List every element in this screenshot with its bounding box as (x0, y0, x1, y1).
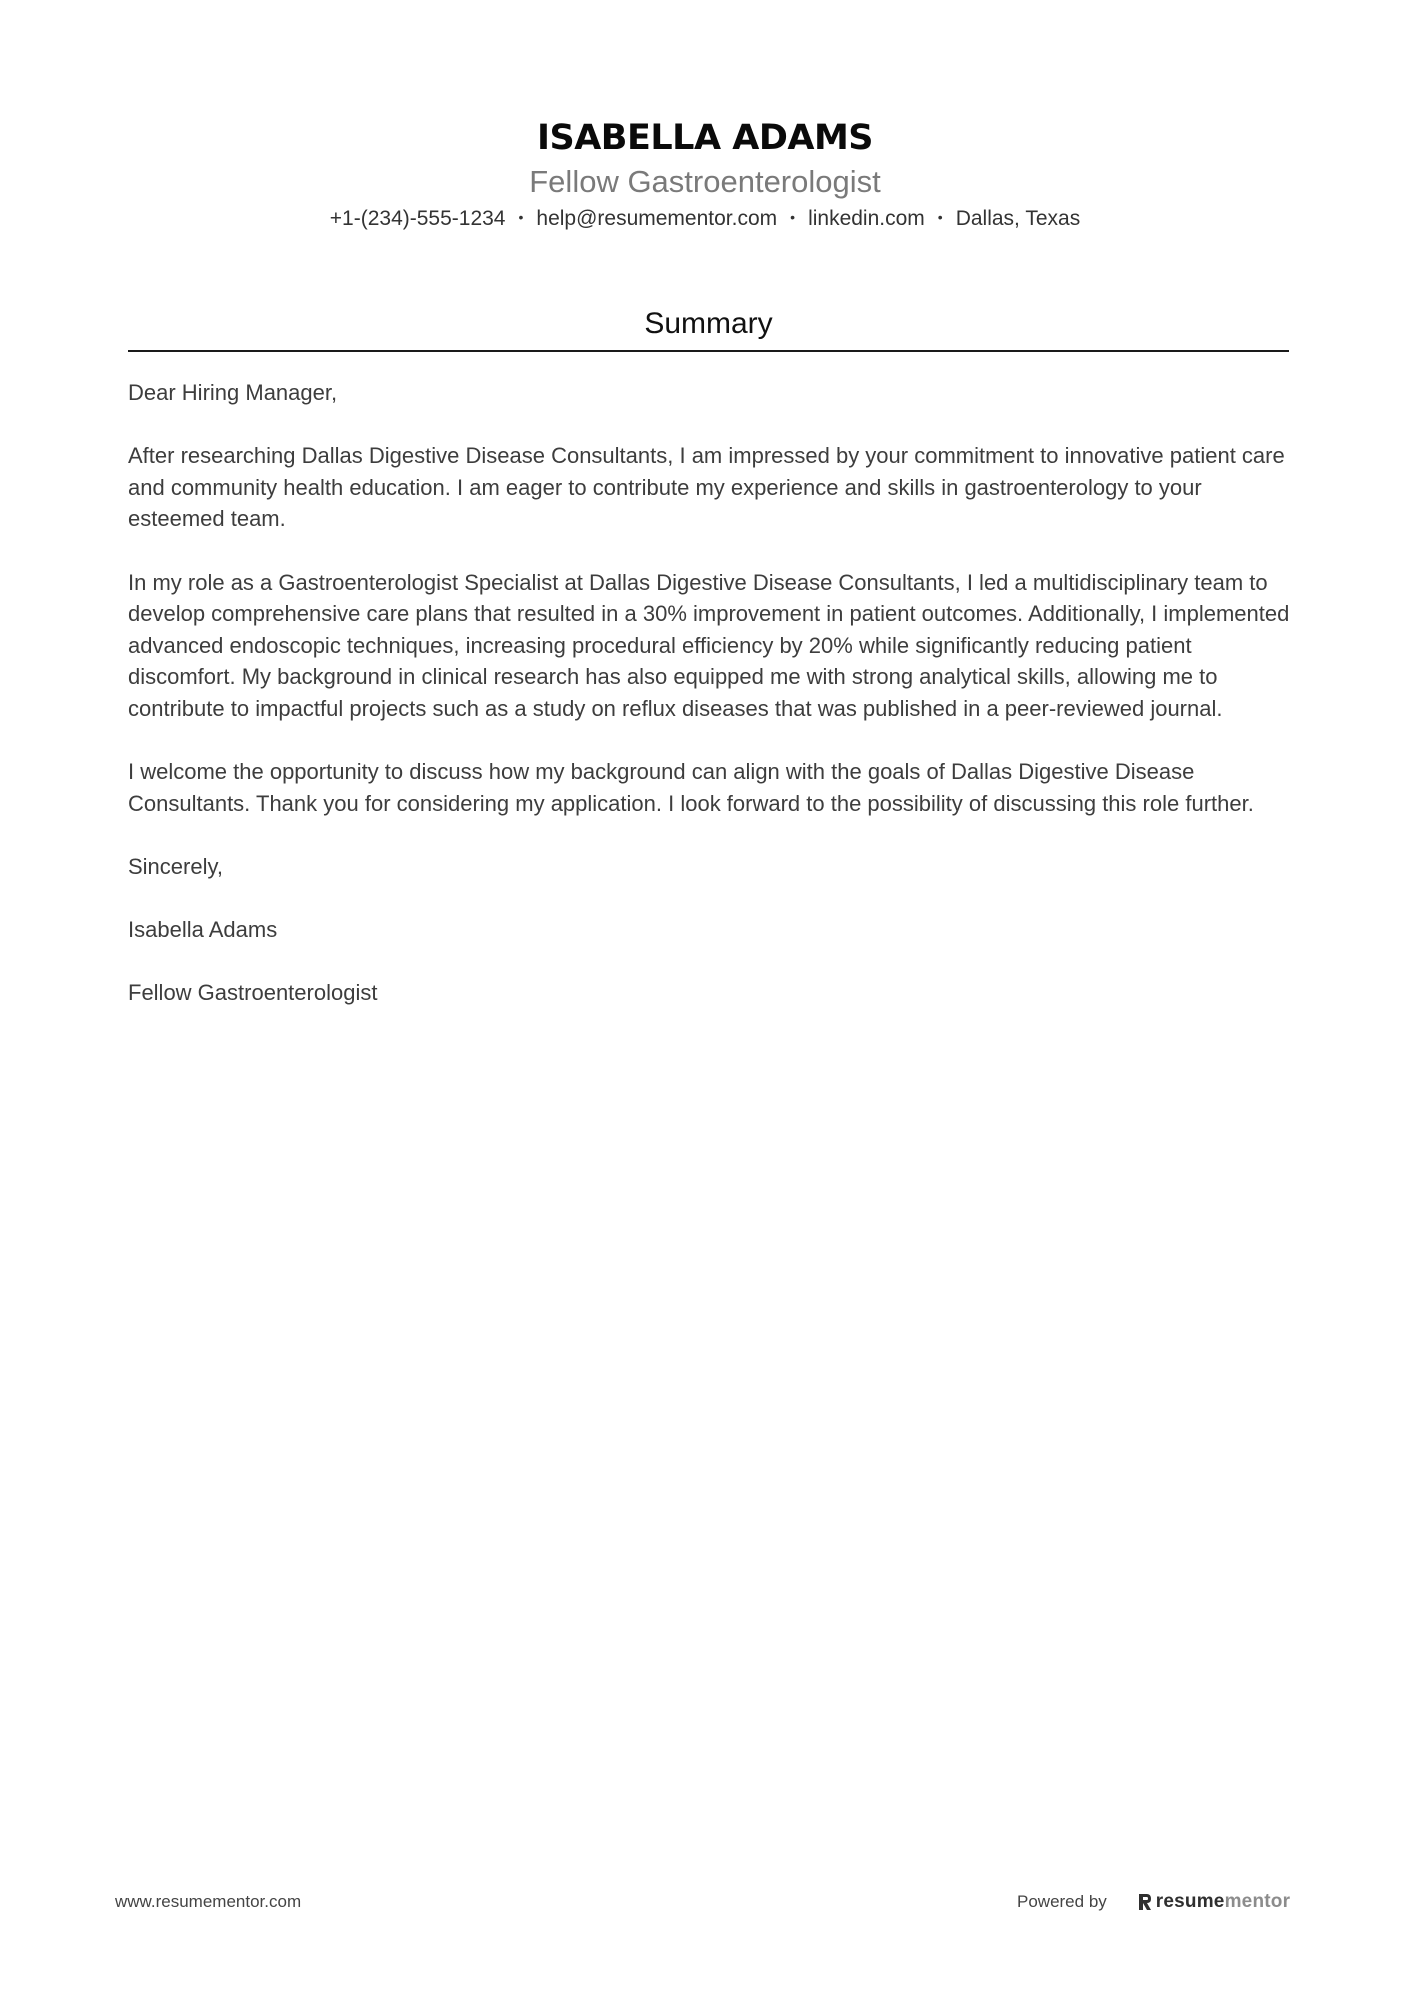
letter-closing: Sincerely, (128, 853, 223, 879)
contact-linkedin[interactable]: linkedin.com (808, 207, 925, 230)
letter-paragraph: In my role as a Gastroenterologist Specialist at Dallas Digestive Disease Consultants, I led a multidisciplinary team to develop comprehensive care plans that resulted in a 30% improvement in patient outcomes. Additionally, I implemented advanced endoscopic techniques, increasing procedural efficiency by 20% while significantly reducing patient discomfort. My background in clinical research has also equipped me with strong analytical skills, allowing me to contribute to impactful projects such as a study on reflux diseases that was published in a peer-reviewed journal. (128, 569, 1290, 721)
candidate-title: Fellow Gastroenterologist (529, 164, 881, 199)
letter-paragraph: After researching Dallas Digestive Disease Consultants, I am impressed by your commitment to innovative patient care and community health education. I am eager to contribute my experience and skills in gastroenterology to your esteemed team. (128, 443, 1285, 532)
contact-separator: • (518, 209, 524, 226)
resumementor-logo-text (1156, 1891, 1290, 1913)
contact-email[interactable]: help@resumementor.com (536, 207, 778, 230)
contact-location: Dallas, Texas (955, 207, 1081, 230)
candidate-name: ISABELLA ADAMS (536, 118, 874, 158)
contact-phone: +1-(234)-555-1234 (329, 207, 506, 230)
contact-separator: • (790, 209, 796, 226)
section-title-summary: Summary (644, 307, 773, 340)
signature-name: Isabella Adams (128, 917, 278, 943)
resumementor-logo-icon (1137, 1892, 1153, 1912)
signature-title: Fellow Gastroenterologist (128, 980, 378, 1006)
cover-letter-body (128, 377, 1293, 1040)
powered-by-label: Powered by (1017, 1892, 1107, 1911)
brand-light: mentor (1224, 1891, 1291, 1912)
footer-website[interactable]: www.resumementor.com (115, 1892, 302, 1911)
footer-branding (1017, 1888, 1290, 1916)
contact-separator: • (937, 209, 943, 226)
resume-header (0, 112, 1410, 233)
contact-line (0, 205, 1410, 233)
letter-salutation: Dear Hiring Manager, (128, 380, 338, 405)
brand-bold: resume (1155, 1891, 1225, 1912)
letter-paragraph: I welcome the opportunity to discuss how my background can align with the goals of Dallas Digestive Disease Consultants. Thank you for considering my application. I look forward to the possibility of discussing this role further. (128, 759, 1254, 816)
section-divider (128, 350, 1289, 352)
